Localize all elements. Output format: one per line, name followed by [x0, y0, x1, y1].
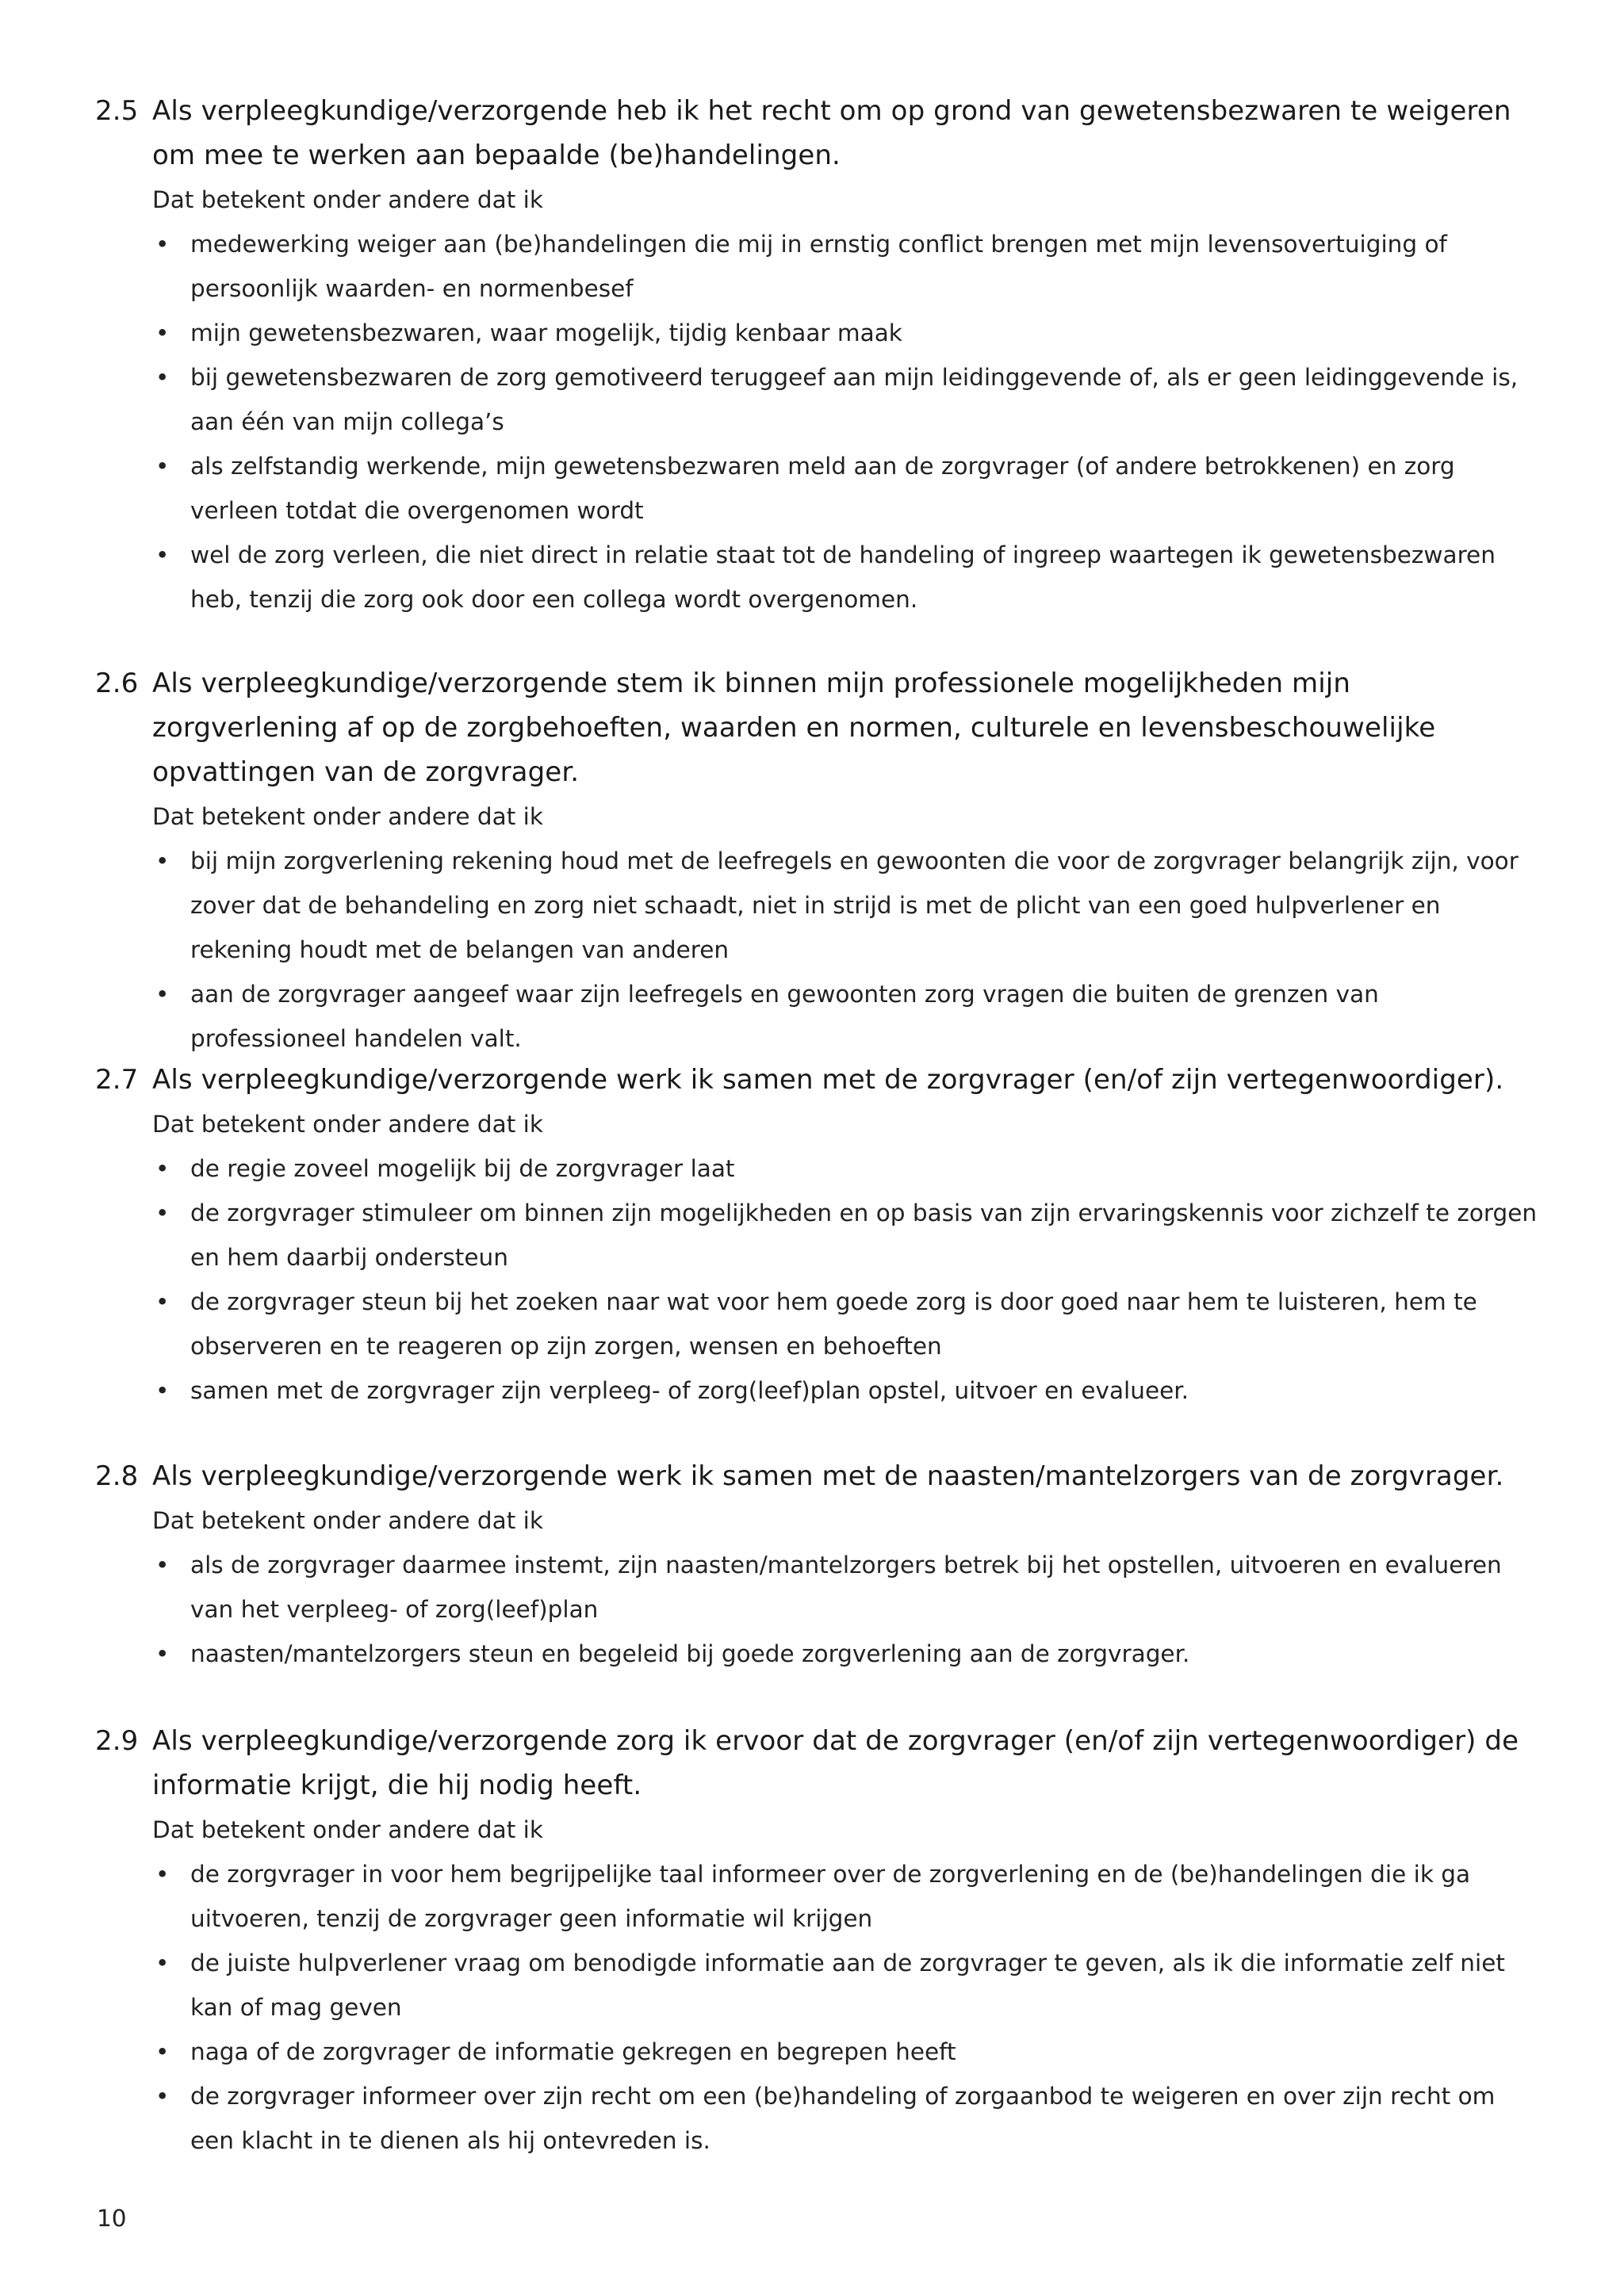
bullet-icon: • — [155, 453, 170, 480]
list-item — [155, 444, 1538, 533]
list-item-text: samen met de zorgvrager zijn verpleeg- of zorg(leef)plan opstel, uitvoer en evalueer. — [190, 1377, 1189, 1404]
list-item — [155, 2074, 1538, 2163]
list-item-text: als de zorgvrager daarmee instemt, zijn naasten/mantelzorgers betrek bij het opstellen, uitvoeren en evalueren van het verpleeg- of zorg(leef)plan — [190, 1552, 1502, 1623]
list-item-text: mijn gewetensbezwaren, waar mogelijk, tijdig kenbaar maak — [190, 320, 902, 346]
list-item — [155, 533, 1538, 622]
section-number: 2.9 — [95, 1725, 139, 1757]
list-item — [155, 1146, 1538, 1191]
section-number: 2.6 — [95, 668, 139, 699]
section-2-6 — [95, 661, 1538, 1061]
section-heading-text: Als verpleegkundige/verzorgende zorg ik ervoor dat de zorgvrager (en/of zijn vertegenwoordiger) de informatie krijgt, die hij nodig heeft. — [152, 1725, 1519, 1801]
section-number: 2.7 — [95, 1064, 139, 1096]
list-item — [155, 2030, 1538, 2074]
list-item-text: naga of de zorgvrager de informatie gekregen en begrepen heeft — [190, 2038, 956, 2065]
list-item — [155, 1632, 1538, 1676]
bullet-icon: • — [155, 1377, 170, 1404]
bullet-icon: • — [155, 981, 170, 1008]
section-intro: Dat betekent onder andere dat ik — [152, 1507, 543, 1534]
section-intro: Dat betekent onder andere dat ik — [152, 186, 543, 213]
bullet-list — [95, 1543, 1538, 1676]
bullet-list — [95, 222, 1538, 622]
bullet-icon: • — [155, 1640, 170, 1667]
list-item — [155, 972, 1538, 1061]
section-number: 2.5 — [95, 95, 139, 127]
section-heading — [95, 1719, 1538, 1808]
bullet-icon: • — [155, 364, 170, 391]
section-heading-text: Als verpleegkundige/verzorgende heb ik het recht om op grond van gewetensbezwaren te weigeren om mee te werken aan bepaalde (be)handelingen. — [152, 95, 1511, 171]
list-item-text: de zorgvrager stimuleer om binnen zijn mogelijkheden en op basis van zijn ervaringskennis voor zichzelf te zorgen en hem daarbij ondersteun — [190, 1200, 1538, 1271]
section-2-9 — [95, 1719, 1538, 2163]
list-item-text: bij mijn zorgverlening rekening houd met de leefregels en gewoonten die voor de zorgvrager belangrijk zijn, voor zover dat de behandeling en zorg niet schaadt, niet in strijd is met de plicht van een goed hulpverlener en rekening houdt met de belangen van anderen — [190, 848, 1519, 963]
list-item-text: de zorgvrager informeer over zijn recht om een (be)handeling of zorgaanbod te weigeren en over zijn recht om een klacht in te dienen als hij ontevreden is. — [190, 2083, 1496, 2154]
section-heading — [95, 661, 1538, 794]
list-item-text: wel de zorg verleen, die niet direct in relatie staat tot de handeling of ingreep waartegen ik gewetensbezwaren heb, tenzij die zorg ook door een collega wordt overgenomen. — [190, 541, 1496, 613]
section-number: 2.8 — [95, 1460, 139, 1492]
list-item-text: de juiste hulpverlener vraag om benodigde informatie aan de zorgvrager te geven, als ik die informatie zelf niet kan of mag geven — [190, 1950, 1505, 2021]
bullet-icon: • — [155, 1288, 170, 1315]
list-item — [155, 355, 1538, 444]
bullet-icon: • — [155, 1155, 170, 1182]
section-2-7 — [95, 1058, 1538, 1413]
bullet-icon: • — [155, 848, 170, 874]
list-item-text: de zorgvrager steun bij het zoeken naar wat voor hem goede zorg is door goed naar hem te luisteren, hem te observeren en te reageren op zijn zorgen, wensen en behoeften — [190, 1288, 1477, 1360]
page-number: 10 — [97, 2205, 127, 2232]
list-item-text: naasten/mantelzorgers steun en begeleid bij goede zorgverlening aan de zorgvrager. — [190, 1640, 1190, 1667]
bullet-icon: • — [155, 1950, 170, 1976]
list-item — [155, 222, 1538, 311]
bullet-icon: • — [155, 1552, 170, 1578]
list-item-text: als zelfstandig werkende, mijn gewetensbezwaren meld aan de zorgvrager (of andere betrokkenen) en zorg verleen totdat die overgenomen wordt — [190, 453, 1455, 524]
list-item — [155, 1280, 1538, 1368]
section-heading — [95, 1454, 1538, 1498]
bullet-icon: • — [155, 2038, 170, 2065]
section-intro: Dat betekent onder andere dat ik — [152, 1111, 543, 1138]
list-item — [155, 1543, 1538, 1632]
bullet-icon: • — [155, 2083, 170, 2110]
bullet-icon: • — [155, 231, 170, 258]
bullet-icon: • — [155, 320, 170, 346]
list-item-text: medewerking weiger aan (be)handelingen die mij in ernstig conflict brengen met mijn levensovertuiging of persoonlijk waarden- en normenbesef — [190, 231, 1447, 302]
section-heading — [95, 89, 1538, 178]
list-item — [155, 1191, 1538, 1280]
list-item-text: bij gewetensbezwaren de zorg gemotiveerd teruggeef aan mijn leidinggevende of, als er geen leidinggevende is, aan één van mijn collega’s — [190, 364, 1519, 435]
list-item — [155, 1941, 1538, 2030]
list-item-text: de regie zoveel mogelijk bij de zorgvrager laat — [190, 1155, 735, 1182]
section-intro: Dat betekent onder andere dat ik — [152, 1816, 543, 1843]
section-heading-text: Als verpleegkundige/verzorgende stem ik binnen mijn professionele mogelijkheden mijn zorgverlening af op de zorgbehoeften, waarden en normen, culturele en levensbeschouwelijke opvattingen van de zorgvrager. — [152, 668, 1436, 788]
list-item — [155, 1368, 1538, 1413]
bullet-list — [95, 839, 1538, 1061]
section-heading-text: Als verpleegkundige/verzorgende werk ik samen met de naasten/mantelzorgers van de zorgvrager. — [152, 1460, 1504, 1492]
section-heading — [95, 1058, 1538, 1102]
list-item — [155, 311, 1538, 355]
bullet-list — [95, 1146, 1538, 1413]
section-2-5 — [95, 89, 1538, 622]
bullet-icon: • — [155, 541, 170, 568]
bullet-icon: • — [155, 1200, 170, 1226]
list-item — [155, 1852, 1538, 1941]
bullet-icon: • — [155, 1861, 170, 1888]
bullet-list — [95, 1852, 1538, 2163]
list-item — [155, 839, 1538, 972]
section-heading-text: Als verpleegkundige/verzorgende werk ik samen met de zorgvrager (en/of zijn vertegenwoordiger). — [152, 1064, 1504, 1096]
list-item-text: de zorgvrager in voor hem begrijpelijke taal informeer over de zorgverlening en de (be)handelingen die ik ga uitvoeren, tenzij de zorgvrager geen informatie wil krijgen — [190, 1861, 1471, 1932]
section-2-8 — [95, 1454, 1538, 1676]
section-intro: Dat betekent onder andere dat ik — [152, 803, 543, 830]
list-item-text: aan de zorgvrager aangeef waar zijn leefregels en gewoonten zorg vragen die buiten de grenzen van professioneel handelen valt. — [190, 981, 1379, 1052]
